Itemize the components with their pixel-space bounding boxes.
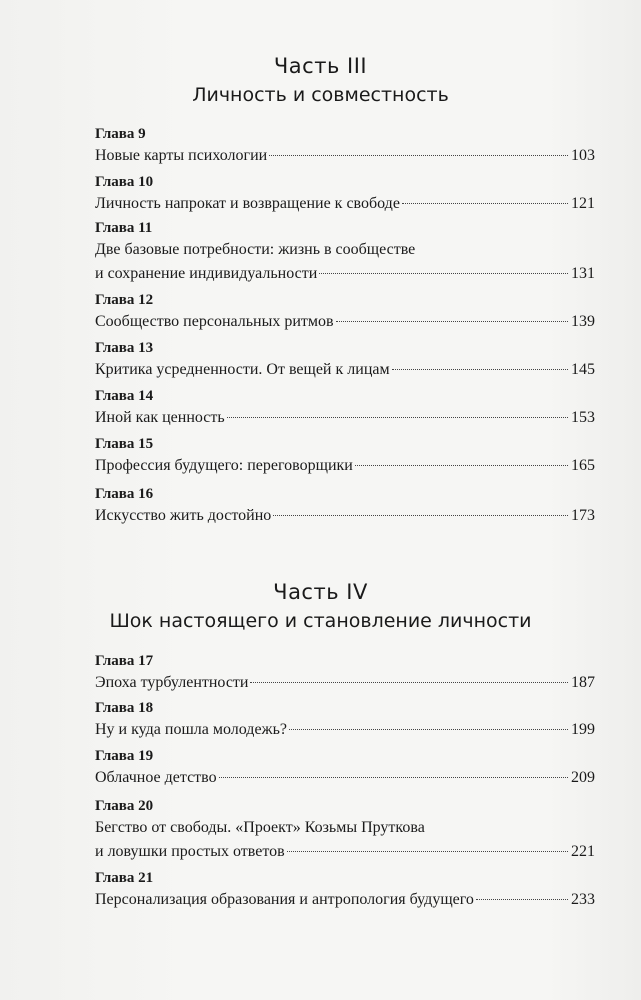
toc-entry-chapter-20[interactable]: [95, 796, 595, 864]
page-number: 173: [571, 507, 595, 524]
chapter-title: Облачное детство: [95, 769, 217, 786]
chapter-title-line-1: Бегство от свободы. «Проект» Козьмы Пруткова: [95, 819, 425, 836]
toc-line: [95, 262, 595, 286]
chapter-label: Глава 19: [95, 748, 154, 764]
chapter-title: Критика усредненности. От вещей к лицам: [95, 361, 390, 378]
chapter-label: Глава 18: [95, 700, 154, 716]
chapter-label: Глава 14: [95, 388, 154, 404]
toc-entry-chapter-13[interactable]: [95, 338, 595, 382]
dot-leader: [336, 321, 568, 322]
part-3-subtitle: Личность и совместность: [192, 84, 449, 106]
chapter-title: Персонализация образования и антропология будущего: [95, 891, 474, 908]
page-number: 209: [571, 769, 595, 786]
page-number: 187: [571, 674, 595, 691]
chapter-title: Профессия будущего: переговорщики: [95, 457, 353, 474]
toc-line: [95, 671, 595, 695]
page-number: 153: [571, 409, 595, 426]
toc-entry-chapter-15[interactable]: [95, 434, 595, 478]
chapter-label: Глава 20: [95, 798, 154, 814]
chapter-title: Новые карты психологии: [95, 147, 268, 164]
toc-line: [95, 888, 595, 912]
toc-entry-chapter-11[interactable]: [95, 218, 595, 286]
chapter-title: Личность напрокат и возвращение к свободе: [95, 195, 400, 212]
page-number: 145: [571, 361, 595, 378]
toc-entry-chapter-14[interactable]: [95, 386, 595, 430]
toc-entry-chapter-19[interactable]: [95, 746, 595, 790]
page-number: 165: [571, 457, 595, 474]
dot-leader: [355, 465, 568, 466]
page-number: 233: [571, 891, 595, 908]
chapter-label: Глава 13: [95, 340, 154, 356]
chapter-title: Искусство жить достойно: [95, 507, 272, 524]
toc-entry-chapter-16[interactable]: [95, 484, 595, 528]
toc-entry-chapter-18[interactable]: [95, 698, 595, 742]
dot-leader: [392, 369, 568, 370]
page-number: 121: [571, 195, 595, 212]
dot-leader: [250, 682, 568, 683]
toc-line: [95, 310, 595, 334]
dot-leader: [319, 273, 568, 274]
page-number: 131: [571, 265, 595, 282]
dot-leader: [227, 417, 568, 418]
chapter-label: Глава 9: [95, 126, 146, 142]
chapter-title: Ну и куда пошла молодежь?: [95, 721, 287, 738]
toc-entry-chapter-12[interactable]: [95, 290, 595, 334]
page-number: 139: [571, 313, 595, 330]
toc-line: [95, 144, 595, 168]
chapter-title: Сообщество персональных ритмов: [95, 313, 334, 330]
toc-entry-chapter-9[interactable]: [95, 124, 595, 168]
dot-leader: [269, 155, 568, 156]
toc-entry-chapter-21[interactable]: [95, 868, 595, 912]
part-4-heading: Часть IV: [273, 580, 368, 604]
dot-leader: [287, 851, 568, 852]
toc-line: [95, 766, 595, 790]
toc-line: [95, 718, 595, 742]
dot-leader: [476, 899, 568, 900]
toc-line: [95, 192, 595, 216]
chapter-title-line-1: Две базовые потребности: жизнь в сообществе: [95, 241, 416, 258]
chapter-title-line-2: и сохранение индивидуальности: [95, 265, 318, 282]
toc-line: [95, 406, 595, 430]
chapter-title-line-2: и ловушки простых ответов: [95, 843, 285, 860]
toc-entry-chapter-17[interactable]: [95, 651, 595, 695]
chapter-label: Глава 17: [95, 653, 154, 669]
chapter-label: Глава 21: [95, 870, 154, 886]
dot-leader: [402, 203, 568, 204]
dot-leader: [219, 777, 568, 778]
toc-line: [95, 504, 595, 528]
chapter-label: Глава 12: [95, 292, 154, 308]
toc-line: [95, 358, 595, 382]
part-3-heading: Часть III: [273, 54, 368, 78]
dot-leader: [289, 729, 568, 730]
chapter-label: Глава 11: [95, 220, 153, 236]
chapter-label: Глава 16: [95, 486, 154, 502]
chapter-label: Глава 15: [95, 436, 154, 452]
page-number: 221: [571, 843, 595, 860]
toc-entry-chapter-10[interactable]: [95, 172, 595, 216]
part-4-subtitle: Шок настоящего и становление личности: [109, 610, 532, 632]
toc-line: [95, 454, 595, 478]
chapter-title: Эпоха турбулентности: [95, 674, 249, 691]
toc-line: [95, 840, 595, 864]
page-number: 199: [571, 721, 595, 738]
chapter-label: Глава 10: [95, 174, 154, 190]
page-number: 103: [571, 147, 595, 164]
chapter-title: Иной как ценность: [95, 409, 225, 426]
dot-leader: [273, 515, 568, 516]
